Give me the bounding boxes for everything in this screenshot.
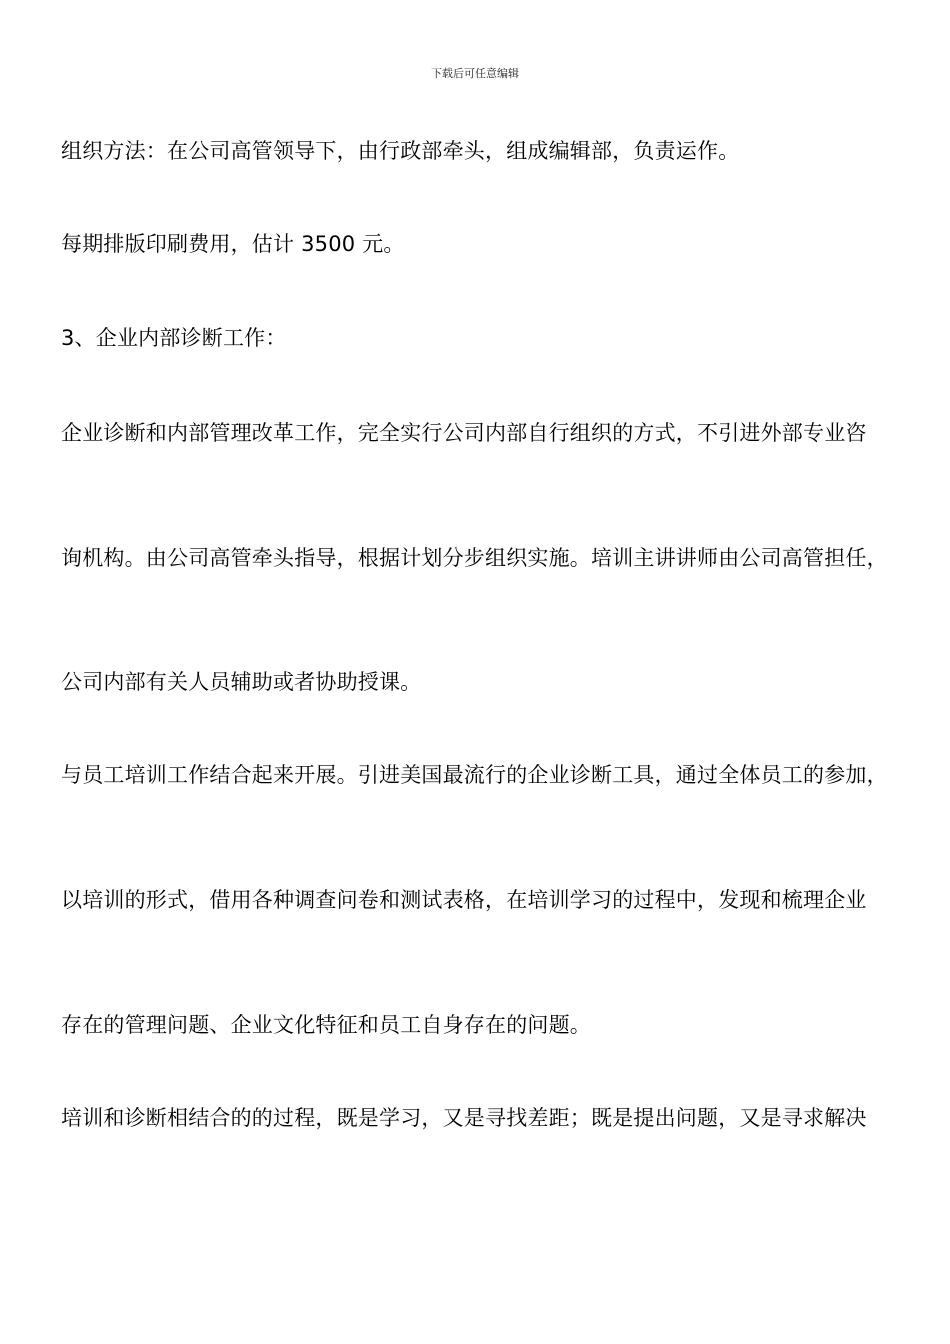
paragraph-line-1: 组织方法：在公司高管领导下，由行政部牵头，组成编辑部，负责运作。: [61, 139, 740, 163]
paragraph-line-10: 培训和诊断相结合的的过程，既是学习，又是寻找差距；既是提出问题，又是寻求解决: [61, 1106, 867, 1130]
paragraph-line-4: 企业诊断和内部管理改革工作，完全实行公司内部自行组织的方式，不引进外部专业咨: [61, 421, 867, 445]
paragraph-line-6: 公司内部有关人员辅助或者协助授课。: [61, 670, 422, 694]
paragraph-line-8: 以培训的形式，借用各种调查问卷和测试表格，在培训学习的过程中，发现和梳理企业: [61, 888, 867, 912]
paragraph-line-7: 与员工培训工作结合起来开展。引进美国最流行的企业诊断工具，通过全体员工的参加，: [61, 763, 888, 787]
page-header: 下载后可任意编辑: [431, 67, 519, 80]
section-heading: 3、企业内部诊断工作：: [61, 326, 287, 350]
paragraph-line-2: 每期排版印刷费用，估计 3500 元。: [61, 232, 405, 256]
paragraph-line-9: 存在的管理问题、企业文化特征和员工自身存在的问题。: [61, 1013, 591, 1037]
paragraph-line-5: 询机构。由公司高管牵头指导，根据计划分步组织实施。培训主讲讲师由公司高管担任，: [61, 546, 888, 570]
